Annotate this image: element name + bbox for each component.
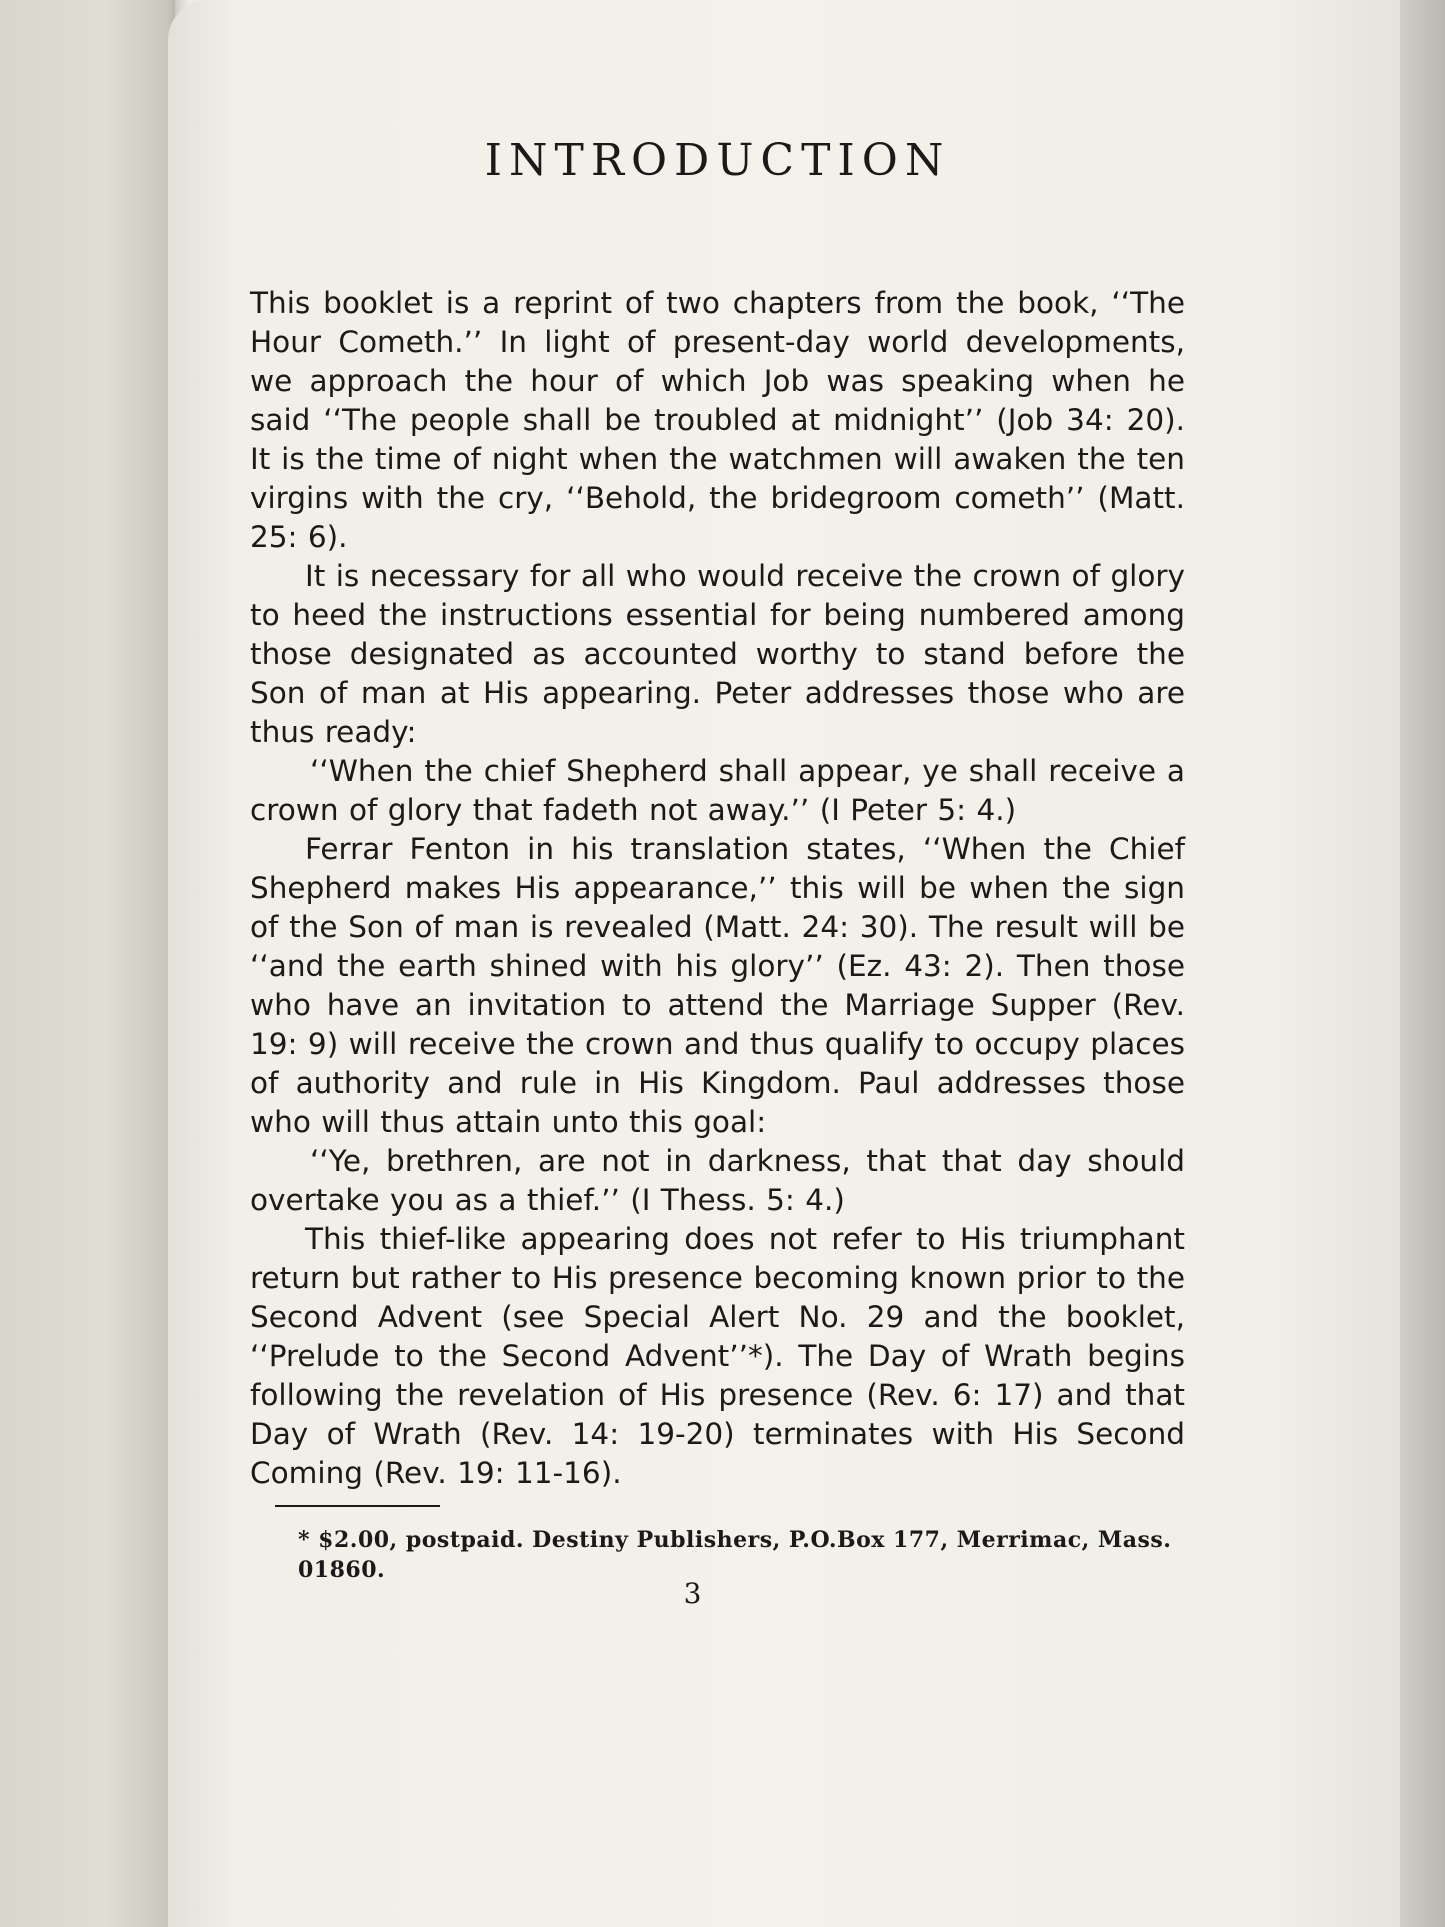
page-content — [250, 135, 1185, 1610]
paragraph-crown: It is necessary for all who would receive the crown of glory to heed the instructions essential for being numbered among those designated as accounted worthy to stand before the Son of man at His appearing. Peter addresses those who are thus ready: — [250, 559, 1185, 749]
quote-thessalonians: ‘‘Ye, brethren, are not in darkness, that that day should overtake you as a thief.’’ (I Thess. 5: 4.) — [250, 1144, 1185, 1217]
page-number: 3 — [683, 1577, 702, 1610]
footnote: * $2.00, postpaid. Destiny Publishers, P.O.Box 177, Merrimac, Mass. 01860. — [298, 1527, 1172, 1583]
paragraph-fenton: Ferrar Fenton in his translation states, ‘‘When the Chief Shepherd makes His appearance,’’ this will be when the sign of the Son of man is revealed (Matt. 24: 30). The result will be ‘‘and the earth shined with his glory’’ (Ez. 43: 2). Then those who have an invitation to attend the Marriage Supper (Rev. 19: 9) will receive the crown and thus qualify to occupy places of authority and rule in His Kingdom. Paul addresses those who will thus attain unto this goal: — [250, 832, 1185, 1139]
facing-page — [0, 0, 175, 1927]
footnote-divider — [275, 1505, 440, 1507]
paragraph-intro: This booklet is a reprint of two chapters from the book, ‘‘The Hour Cometh.’’ In light of present-day world developments, we approach the hour of which Job was speaking when he said ‘‘The people shall be troubled at midnight’’ (Job 34: 20). It is the time of night when the watchmen will awaken the ten virgins with the cry, ‘‘Behold, the bridegroom cometh’’ (Matt. 25: 6). — [250, 286, 1185, 554]
page-title: INTRODUCTION — [484, 135, 951, 186]
paragraph-thief-like: This thief-like appearing does not refer to His triumphant return but rather to His presence becoming known prior to the Second Advent (see Special Alert No. 29 and the booklet, ‘‘Prelude to the Second Advent’’*). The Day of Wrath begins following the revelation of His presence (Rev. 6: 17) and that Day of Wrath (Rev. 14: 19-20) terminates with His Second Coming (Rev. 19: 11-16). — [250, 1222, 1185, 1490]
quote-peter: ‘‘When the chief Shepherd shall appear, ye shall receive a crown of glory that fadeth not away.’’ (I Peter 5: 4.) — [250, 754, 1185, 827]
page-edge — [1400, 0, 1445, 1927]
